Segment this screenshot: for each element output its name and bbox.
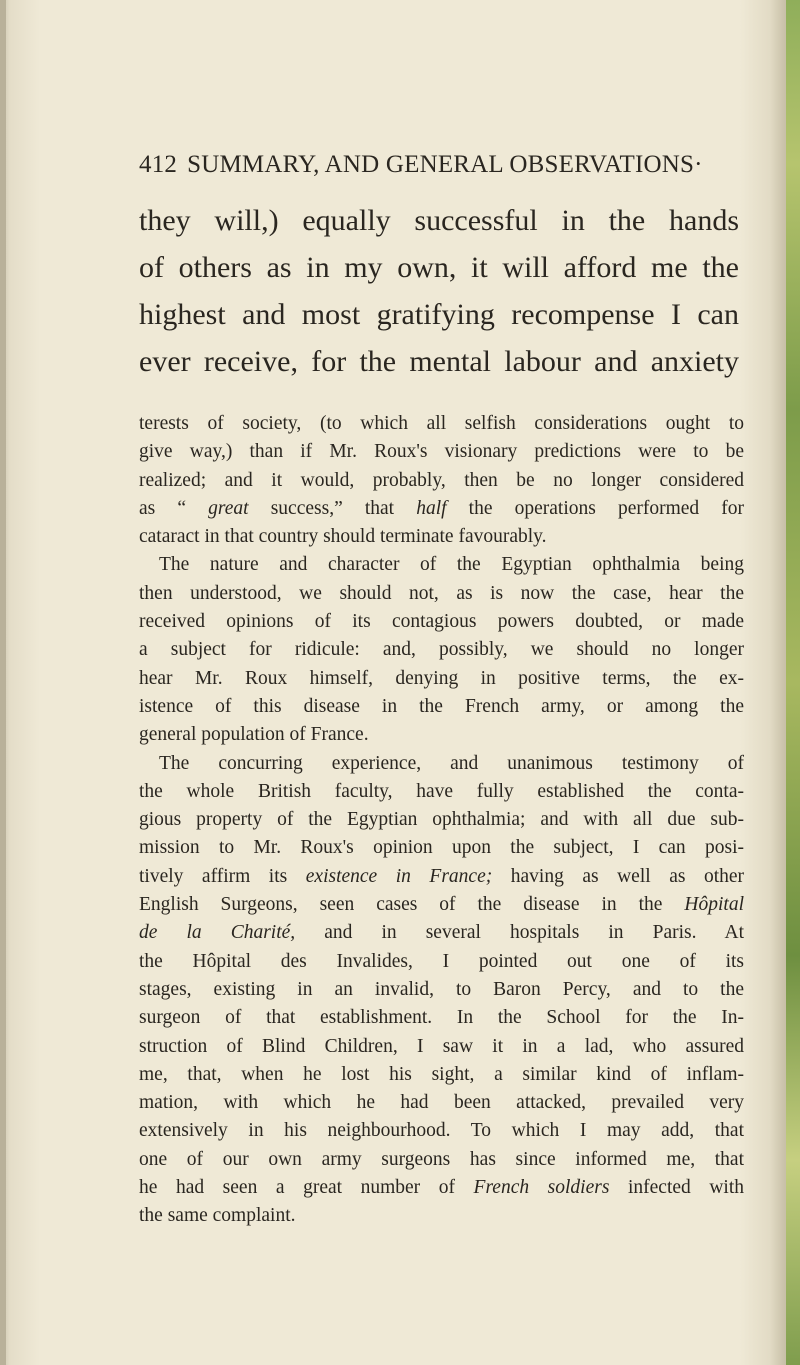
text-run: as “ [139,497,209,519]
text-line: the whole British faculty, have fully established the conta- [139,780,744,802]
text-run: having as well as other [492,865,745,887]
italic-half: half [416,497,447,519]
text-line: struction of Blind Children, I saw it in a lad, who assured [139,1035,744,1057]
text-run: success,” that [248,497,417,519]
text-line: surgeon of that establishment. In the School for the In- [139,1007,744,1029]
text-line: then understood, we should not, as is now the case, hear the [139,582,744,604]
running-title: SUMMARY, AND GENERAL OBSERVATIONS· [187,151,703,178]
text-line: the Hôpital des Invalides, I pointed out one of its [139,950,744,972]
body-text [139,410,744,1231]
italic-existence-in-france: existence in France; [305,865,493,887]
text-run: infected with [609,1177,745,1199]
text-line [139,919,744,947]
text-line [139,863,744,891]
text-line: gious property of the Egyptian ophthalmia; and with all due sub- [139,809,744,831]
text-run: English Surgeons, seen cases of the disease in the [139,894,685,916]
text-line: stages, existing in an invalid, to Baron Percy, and to the [139,978,744,1000]
large-text-line: of others as in my own, it will afford me the [139,251,739,284]
text-line: one of our own army surgeons has since informed me, that [139,1148,744,1170]
text-line: hear Mr. Roux himself, denying in positive terms, the ex- [139,667,744,689]
page-right-edge [786,0,800,1365]
text-line: mission to Mr. Roux's opinion upon the subject, I can posi- [139,837,744,859]
text-line: terests of society, (to which all selfish considerations ought to [139,413,744,434]
text-line [139,891,744,919]
text-line: extensively in his neighbourhood. To which I may add, that [139,1120,744,1142]
paragraph-start-line: The nature and character of the Egyptian ophthalmia being [159,554,744,576]
text-run: and in several hospitals in Paris. At [295,922,744,944]
page-number: 412 [139,151,178,178]
text-run: tively affirm its [139,865,306,887]
text-run: the operations performed for [446,497,745,519]
text-line: istence of this disease in the French army, or among the [139,695,744,717]
italic-french-soldiers: French soldiers [473,1177,610,1199]
text-line [139,1174,744,1202]
text-line: give way,) than if Mr. Roux's visionary predictions were to be [139,441,744,463]
large-type-passage [139,197,739,385]
italic-de-la-charite: de la Charité, [139,922,296,944]
large-text-line: ever receive, for the mental labour and anxiety [139,345,739,378]
large-text-line: they will,) equally successful in the hands [139,204,739,237]
text-line: me, that, when he lost his sight, a similar kind of inflam- [139,1063,744,1085]
italic-great: great [208,497,249,519]
running-header [139,151,703,179]
large-text-line: highest and most gratifying recompense I can [139,298,739,331]
text-line: a subject for ridicule: and, possibly, we should no longer [139,639,744,661]
paragraph-start-line: The concurring experience, and unanimous testimony of [159,752,744,774]
page-left-edge [0,0,6,1365]
text-run: he had seen a great number of [139,1177,474,1199]
text-line: general population of France. [139,724,369,746]
text-line [139,495,744,523]
italic-hopital: Hôpital [684,894,744,916]
text-line: mation, with which he had been attacked, prevailed very [139,1092,744,1114]
text-line: the same complaint. [139,1205,296,1227]
text-line: received opinions of its contagious powers doubted, or made [139,611,744,633]
text-line: realized; and it would, probably, then be no longer considered [139,469,744,491]
text-line: cataract in that country should terminate favourably. [139,526,547,548]
